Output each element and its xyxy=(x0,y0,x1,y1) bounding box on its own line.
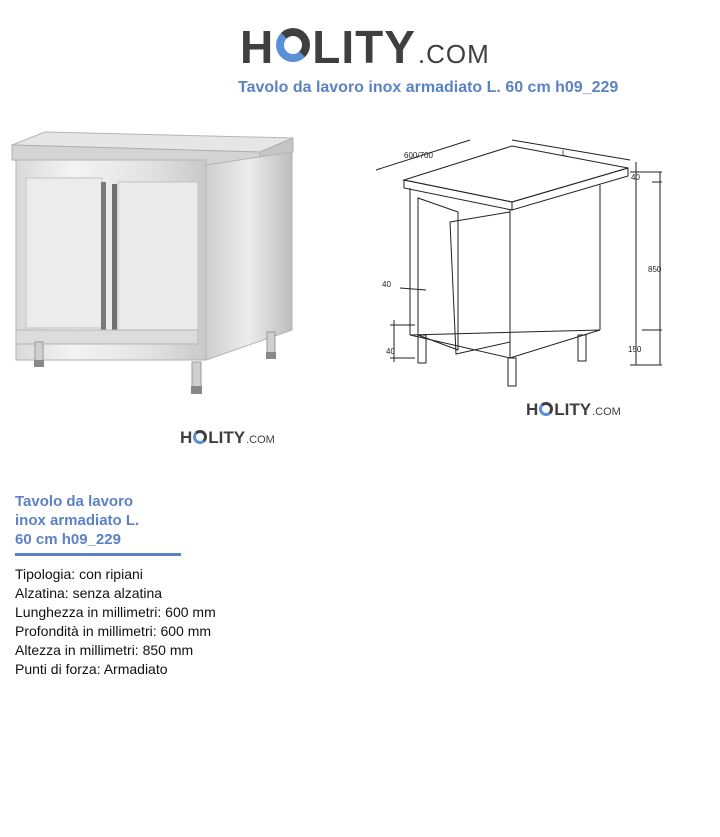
dim-length-label: L xyxy=(562,149,567,158)
product-title-line: Tavolo da lavoro xyxy=(15,493,134,510)
spec-item: Alzatina: senza alzatina xyxy=(15,585,163,601)
spec-item: Punti di forza: Armadiato xyxy=(15,661,168,677)
spec-item: Profondità in millimetri: 600 mm xyxy=(15,623,212,639)
product-title xyxy=(15,492,185,549)
dim-bottom-label: 40 xyxy=(386,347,395,356)
logo-text-h: H xyxy=(526,400,539,419)
dim-150-label: 150 xyxy=(628,345,642,354)
logo-text-h: H xyxy=(240,21,275,73)
logo-text-com: .COM xyxy=(592,406,621,418)
product-photo xyxy=(0,110,310,470)
title-divider xyxy=(15,553,181,556)
technical-drawing xyxy=(360,130,670,400)
logo-text-com: .COM xyxy=(417,39,490,69)
logo-o-icon xyxy=(276,28,310,62)
logo-text-com: .COM xyxy=(246,434,275,446)
logo-text-lity: LITY xyxy=(312,21,416,73)
dim-top-label: 40 xyxy=(631,173,640,182)
logo-o-icon xyxy=(193,430,207,444)
spec-list xyxy=(15,565,216,679)
dim-height-label: 850 xyxy=(648,265,662,274)
holity-logo-photo xyxy=(180,428,275,448)
page-title: Tavolo da lavoro inox armadiato L. 60 cm h09_229 xyxy=(238,79,619,96)
logo-text-lity: LITY xyxy=(208,428,246,447)
dim-depth-label: 600/700 xyxy=(404,151,433,160)
dim-side-label: 40 xyxy=(382,280,391,289)
spec-item: Lunghezza in millimetri: 600 mm xyxy=(15,604,216,620)
logo-text-h: H xyxy=(180,428,193,447)
logo-text-lity: LITY xyxy=(554,400,592,419)
logo-o-icon xyxy=(539,402,553,416)
product-title-line: inox armadiato L. xyxy=(15,512,140,529)
holity-logo[interactable] xyxy=(240,20,490,74)
holity-logo-drawing xyxy=(526,400,621,420)
spec-item: Altezza in millimetri: 850 mm xyxy=(15,642,194,658)
product-title-line: 60 cm h09_229 xyxy=(15,531,121,548)
spec-item: Tipologia: con ripiani xyxy=(15,566,143,582)
